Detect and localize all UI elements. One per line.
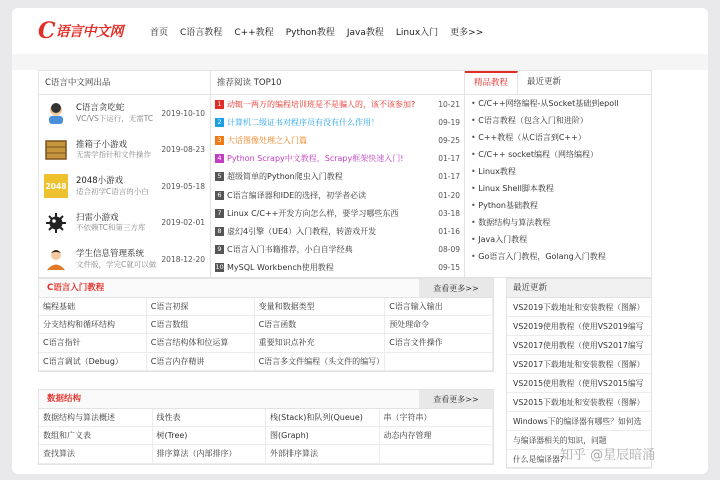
recent-update-link[interactable]: VS2017使用教程（使用VS2017编写 <box>507 336 651 355</box>
top10-title-link[interactable]: 虚幻4引擎（UE4）入门教程，转游戏开发 <box>227 226 377 236</box>
top10-title-link[interactable]: Python Scrapy中文教程，Scrapy框架快速入门! <box>227 154 404 164</box>
topic-link[interactable]: 线性表 <box>153 409 267 427</box>
topic-link[interactable]: 栈(Stack)和队列(Queue) <box>266 409 380 427</box>
tutorial-link[interactable]: • 数据结构与算法教程 <box>465 214 651 231</box>
top10-title-link[interactable]: C语言入门书籍推荐，小白自学经典 <box>227 245 353 255</box>
watermark-text: 知乎 @星辰暗涌 <box>560 448 656 463</box>
topic-link[interactable]: C语言函数 <box>255 316 386 334</box>
top10-item[interactable] <box>211 204 464 222</box>
topic-link[interactable] <box>380 445 494 463</box>
rank-number: 7 <box>215 209 224 218</box>
project-date: 2019-08-23 <box>161 145 205 155</box>
topic-link[interactable]: C语言指针 <box>39 334 147 352</box>
c-section-title: C语言入门教程 <box>47 283 105 293</box>
topic-link[interactable]: 数组和广义表 <box>39 427 153 445</box>
top10-title-link[interactable]: MySQL Workbench使用教程 <box>227 263 334 273</box>
topic-link[interactable]: C语言数组 <box>147 316 255 334</box>
topic-link[interactable]: C语言文件操作 <box>385 334 493 352</box>
nav-cpp-tutorial[interactable]: C++教程 <box>234 27 274 38</box>
rank-number: 5 <box>215 172 224 181</box>
recent-update-link[interactable]: 与编译器相关的知识，问题 <box>507 431 651 450</box>
page-frame <box>12 8 708 474</box>
top10-date: 09-15 <box>438 263 460 273</box>
project-date: 2018-12-20 <box>161 254 205 264</box>
top10-date: 09-25 <box>438 135 460 145</box>
logo-c: C <box>38 18 56 44</box>
tutorials-panel <box>465 71 651 277</box>
nav-c-tutorial[interactable]: C语言教程 <box>180 27 223 38</box>
top10-date: 09-19 <box>438 117 460 127</box>
project-date: 2019-05-18 <box>161 181 205 191</box>
snake-icon <box>44 101 68 125</box>
rank-number: 1 <box>215 100 224 109</box>
project-title: 扫雷小游戏 <box>76 212 119 223</box>
ds-section-more-link[interactable]: 查看更多>> <box>419 390 493 408</box>
top10-title-link[interactable]: 计算机二级证书对程序员有没有什么作用！ <box>227 117 379 127</box>
site-logo[interactable] <box>38 20 150 42</box>
rank-number: 4 <box>215 154 224 163</box>
topic-link[interactable]: 外部排序算法 <box>266 445 380 463</box>
recent-update-link[interactable]: Windows下的编译器有哪些？如何选 <box>507 412 651 431</box>
rank-number: 3 <box>215 136 224 145</box>
tutorial-tabs <box>465 71 651 95</box>
project-desc: 无需学指针和文件操作 <box>76 150 151 160</box>
tutorial-link[interactable]: • Linux教程 <box>465 163 651 180</box>
logo-text: 语言中文网 <box>55 24 124 40</box>
nav-python-tutorial[interactable]: Python教程 <box>285 27 335 38</box>
recent-update-link[interactable]: 什么是编译器? <box>507 450 651 469</box>
top10-item[interactable] <box>211 186 464 204</box>
data-structure-section <box>38 389 494 465</box>
topic-link[interactable]: 串（字符串） <box>380 409 494 427</box>
top10-item[interactable] <box>211 113 464 131</box>
student-icon <box>44 247 68 271</box>
topic-link[interactable]: 动态内存管理 <box>380 427 494 445</box>
top10-item[interactable] <box>211 241 464 259</box>
project-title: 学生信息管理系统 <box>76 249 145 260</box>
recent-updates-title: 最近更新 <box>507 279 651 298</box>
project-item[interactable] <box>39 241 210 278</box>
recent-update-link[interactable]: VS2019下载地址和安装教程（图解） <box>507 298 651 317</box>
top10-item[interactable] <box>211 150 464 168</box>
top10-item[interactable] <box>211 222 464 240</box>
topic-link[interactable]: 树(Tree) <box>153 427 267 445</box>
project-item[interactable] <box>39 132 210 169</box>
tutorial-link[interactable]: • Python基础教程 <box>465 197 651 214</box>
top10-date: 01-16 <box>438 226 460 236</box>
mine-icon <box>44 211 68 235</box>
site-header <box>12 8 708 54</box>
rank-number: 6 <box>215 191 224 200</box>
topic-link[interactable]: C语言内存精讲 <box>147 353 255 371</box>
tutorial-link[interactable]: • Java入门教程 <box>465 231 651 248</box>
topic-link[interactable]: 查找算法 <box>39 445 153 463</box>
project-desc: 文件版，学完C就可以做 <box>76 259 157 269</box>
top10-title-link[interactable]: 大话图像处理之入门篇 <box>227 135 307 145</box>
top10-title-link[interactable]: 动辄一两万的编程培训班是不是骗人的，该不该参加? <box>227 99 416 109</box>
tutorial-link[interactable]: • C语言教程（包含入门和进阶） <box>465 112 651 129</box>
top10-date: 08-09 <box>438 245 460 255</box>
topic-link[interactable]: 变量和数据类型 <box>255 298 386 316</box>
nav-home[interactable]: 首页 <box>150 27 169 38</box>
top10-title-link[interactable]: Linux C/C++开发方向怎么样，要学习哪些东西 <box>227 208 399 218</box>
c-section-more-link[interactable]: 查看更多>> <box>419 279 493 297</box>
project-item[interactable] <box>39 168 210 205</box>
topic-link[interactable] <box>385 353 493 371</box>
ds-section-title: 数据结构 <box>47 394 82 404</box>
topic-link[interactable]: 重要知识点补充 <box>255 334 386 352</box>
rank-number: 9 <box>215 245 224 254</box>
top10-item[interactable] <box>211 131 464 149</box>
main-nav <box>150 25 483 38</box>
tutorial-link[interactable]: • C++教程（从C语言到C++） <box>465 129 651 146</box>
recent-update-link[interactable]: VS2015使用教程（使用VS2015编写 <box>507 374 651 393</box>
recent-update-link[interactable]: VS2015下载地址和安装教程（图解） <box>507 393 651 412</box>
top10-item[interactable] <box>211 95 464 113</box>
nav-linux[interactable]: Linux入门 <box>395 27 439 38</box>
tab-recent-updates[interactable]: 最近更新 <box>527 77 562 87</box>
topic-link[interactable]: 图(Graph) <box>266 427 380 445</box>
project-title: 2048小游戏 <box>76 176 124 187</box>
project-item[interactable] <box>39 95 210 132</box>
topic-link[interactable]: C语言输入输出 <box>385 298 493 316</box>
nav-more[interactable]: 更多>> <box>450 27 484 38</box>
top10-title: 推荐阅读 TOP10 <box>211 71 464 95</box>
top10-date: 10-21 <box>438 99 460 109</box>
project-date: 2019-10-10 <box>161 108 205 118</box>
recent-updates-panel <box>506 278 652 468</box>
project-title: 推箱子小游戏 <box>76 139 128 150</box>
recent-update-link[interactable]: VS2017下载地址和安装教程（图解） <box>507 355 651 374</box>
topic-link[interactable]: C语言多文件编程（头文件的编写） <box>255 353 386 371</box>
tutorial-link[interactable]: • C/C++网络编程-从Socket基础到epoll <box>465 95 651 112</box>
topic-link[interactable]: 预处理命令 <box>385 316 493 334</box>
recent-update-link[interactable]: VS2019使用教程（使用VS2019编写 <box>507 317 651 336</box>
box-icon <box>44 138 68 162</box>
top10-date: 01-17 <box>438 172 460 182</box>
rank-number: 10 <box>215 263 224 272</box>
project-date: 2019-02-01 <box>161 218 205 228</box>
project-title: C语言贪吃蛇 <box>76 103 125 114</box>
top-panels <box>38 70 652 278</box>
tutorial-link[interactable]: • C/C++ socket编程（网络编程） <box>465 146 651 163</box>
project-desc: 适合初学C语言的小白 <box>76 186 149 196</box>
tutorial-link[interactable]: • Linux Shell脚本教程 <box>465 180 651 197</box>
topic-link[interactable]: 分支结构和循环结构 <box>39 316 147 334</box>
tab-featured-tutorials[interactable]: 精品教程 <box>465 71 518 94</box>
project-item[interactable] <box>39 205 210 242</box>
topic-link[interactable]: C语言初探 <box>147 298 255 316</box>
top10-title-link[interactable]: 超级简单的Python爬虫入门教程 <box>227 172 343 182</box>
top10-date: 01-17 <box>438 154 460 164</box>
project-desc: 不依赖TC和第三方库 <box>76 223 146 233</box>
top10-item[interactable] <box>211 168 464 186</box>
rank-number: 2 <box>215 118 224 127</box>
top10-panel <box>211 71 465 277</box>
rank-number: 8 <box>215 227 224 236</box>
top10-item[interactable] <box>211 259 464 277</box>
top10-title-link[interactable]: C语言编译器和IDE的选择，初学者必读 <box>227 190 367 200</box>
nav-java-tutorial[interactable]: Java教程 <box>346 27 384 38</box>
topic-link[interactable]: C语言结构体和位运算 <box>147 334 255 352</box>
c-tutorial-section <box>38 278 494 372</box>
header-divider <box>12 54 708 70</box>
projects-panel <box>39 71 211 277</box>
tutorial-link[interactable]: • Go语言入门教程，Golang入门教程 <box>465 248 651 265</box>
project-desc: VC/VS下运行，无需TC <box>76 113 154 123</box>
top10-date: 03-18 <box>438 208 460 218</box>
top10-date: 01-20 <box>438 190 460 200</box>
topic-link[interactable]: C语言调试（Debug） <box>39 353 147 371</box>
topic-link[interactable]: 编程基础 <box>39 298 147 316</box>
projects-title: C语言中文网出品 <box>39 71 210 95</box>
topic-link[interactable]: 排序算法（内部排序） <box>153 445 267 463</box>
topic-link[interactable]: 数据结构与算法概述 <box>39 409 153 427</box>
2048-icon: 2048 <box>44 174 68 198</box>
